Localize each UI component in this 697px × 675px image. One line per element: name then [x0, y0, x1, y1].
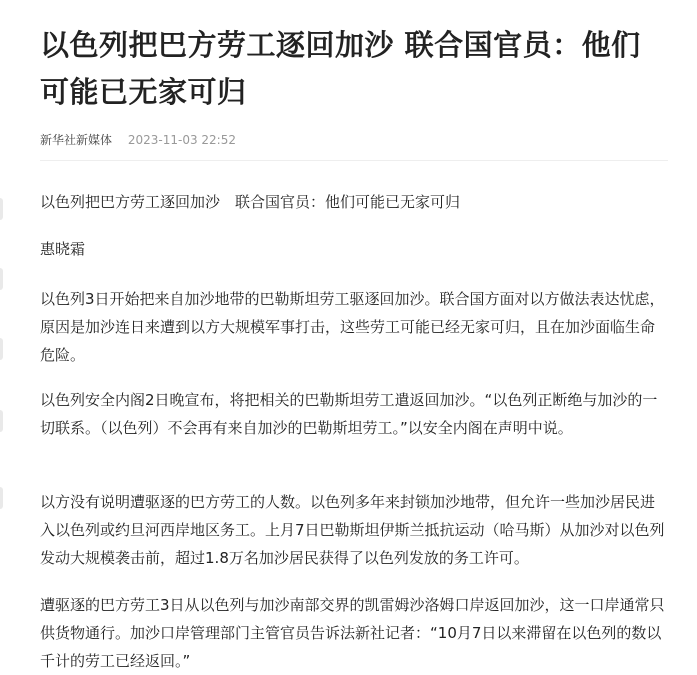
article-lead-line: 以色列把巴方劳工逐回加沙 联合国官员：他们可能已无家可归: [40, 193, 461, 211]
article-paragraph: 以色列3日开始把来自加沙地带的巴勒斯坦劳工驱逐回加沙。联合国方面对以方做法表达忧虑，原因是加沙连日来遭到以方大规模军事打击，这些劳工可能已经无家可归，且在加沙面临生命危险。: [40, 290, 665, 364]
article-author: 惠晓霜: [40, 240, 86, 258]
share-rail-edge[interactable]: [0, 487, 3, 509]
share-rail-edge[interactable]: [0, 338, 3, 360]
article-paragraph: 遭驱逐的巴方劳工3日从以色列与加沙南部交界的凯雷姆沙洛姆口岸返回加沙，这一口岸通常只供货物通行。加沙口岸管理部门主管官员告诉法新社记者：“10月7日以来滞留在以色列的数以千计的劳工已经返回。”: [40, 596, 665, 670]
article-paragraph: 以方没有说明遭驱逐的巴方劳工的人数。以色列多年来封锁加沙地带，但允许一些加沙居民进入以色列或约旦河西岸地区务工。上月7日巴勒斯坦伊斯兰抵抗运动（哈马斯）从加沙对以色列发动大规模袭击前，超过1.8万名加沙居民获得了以色列发放的务工许可。: [40, 493, 665, 567]
article-paragraph: 以色列安全内阁2日晚宣布，将把相关的巴勒斯坦劳工遣返回加沙。“以色列正断绝与加沙的一切联系。（以色列）不会再有来自加沙的巴勒斯坦劳工。”以安全内阁在声明中说。: [40, 391, 658, 437]
article-meta: [40, 131, 236, 149]
article-timestamp: 2023-11-03 22:52: [127, 133, 236, 147]
header-divider: [40, 160, 668, 161]
share-rail-edge[interactable]: [0, 268, 3, 290]
article-source[interactable]: 新华社新媒体: [40, 133, 113, 147]
article-title: 以色列把巴方劳工逐回加沙 联合国官员：他们可能已无家可归: [40, 28, 641, 109]
share-rail-edge[interactable]: [0, 198, 3, 220]
share-rail-edge[interactable]: [0, 410, 3, 432]
